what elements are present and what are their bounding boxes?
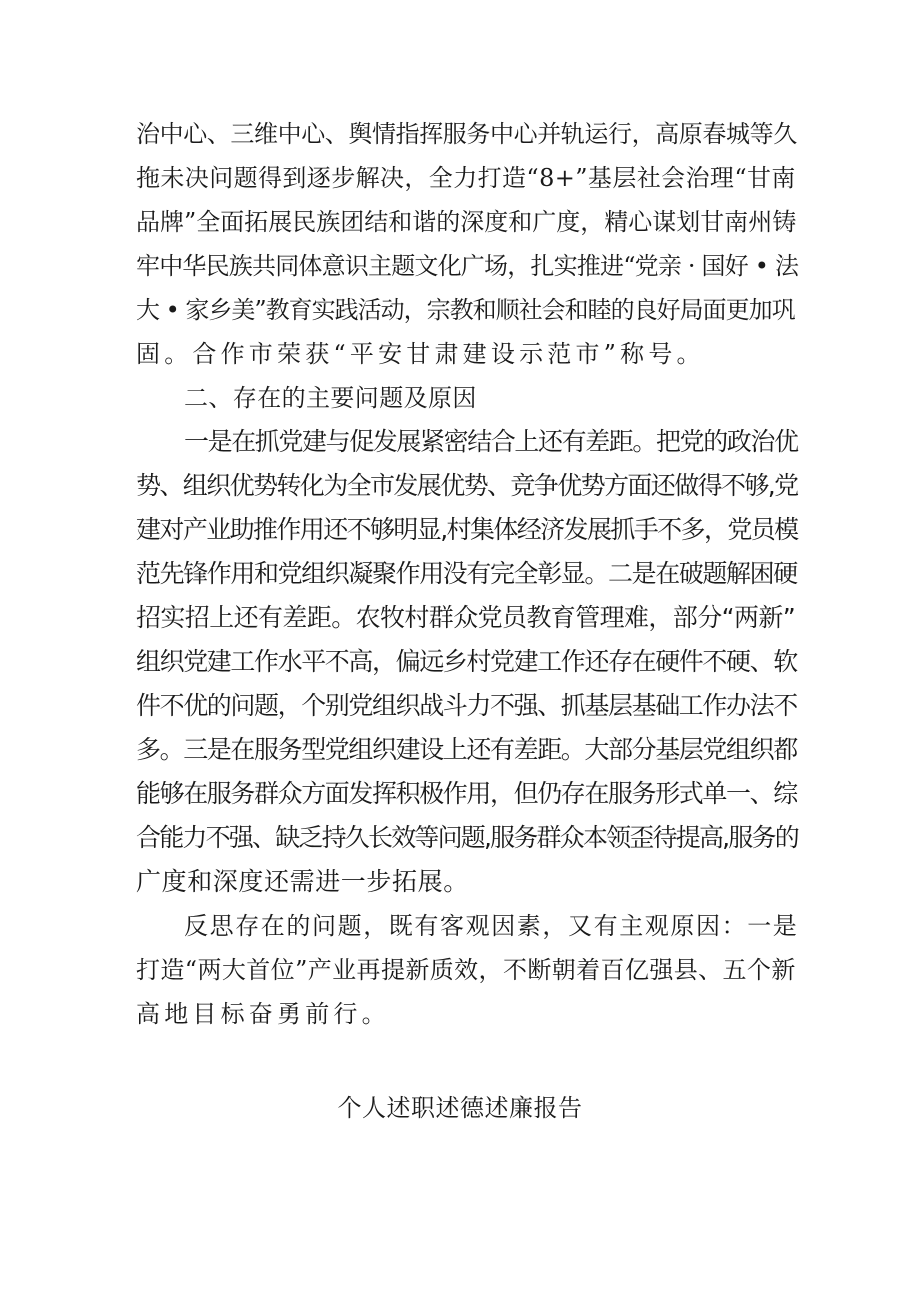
- paragraph-line: 一是在抓党建与促发展紧密结合上还有差距。把党的政治优: [184, 427, 798, 456]
- paragraph-line: 品牌”全面拓展民族团结和谐的深度和广度，精心谋划甘南州铸: [136, 208, 797, 236]
- paragraph-line: 组织党建工作水平不高，偏远乡村党建工作还存在硬件不硬、软: [136, 647, 797, 676]
- paragraph-line: 合能力不强、缺乏持久长效等问题,服务群众本领歪待提高,服务的: [136, 823, 798, 852]
- paragraph-line: 广度和深度还需进一步拓展。: [136, 867, 469, 896]
- report-title: 个人述职述德述廉报告: [337, 1094, 583, 1122]
- paragraph-line: 多。三是在服务型党组织建设上还有差距。大部分基层党组织都: [136, 735, 797, 764]
- paragraph-line: 高地目标奋勇前行。: [136, 1000, 390, 1028]
- paragraph-line: 固。合作市荣获“平安甘肃建设示范市”称号。: [136, 340, 705, 368]
- paragraph-line: 范先锋作用和党组织凝聚作用没有完全彰显。二是在破题解困硬: [136, 559, 797, 588]
- paragraph-line: 势、组织优势转化为全市发展优势、竞争优势方面还做得不够,党: [136, 471, 798, 500]
- paragraph-line: 件不优的问题，个别党组织战斗力不强、抓基层基础工作办法不: [136, 691, 797, 720]
- paragraph-line: 治中心、三维中心、舆情指挥服务中心并轨运行，高原春城等久: [136, 120, 797, 148]
- paragraph-line: 大 • 家乡美”教育实践活动，宗教和顺社会和睦的良好局面更加巩: [136, 296, 795, 324]
- section-heading: 二、存在的主要问题及原因: [184, 384, 477, 412]
- paragraph-line: 打造“两大首位”产业再提新质效，不断朝着百亿强县、五个新: [136, 956, 796, 984]
- paragraph-line: 招实招上还有差距。农牧村群众党员教育管理难，部分“两新”: [136, 603, 796, 632]
- paragraph-line: 反思存在的问题，既有客观因素，又有主观原因：一是: [184, 912, 799, 940]
- paragraph-line: 建对产业助推作用还不够明显,村集体经济发展抓手不多，党员模: [136, 515, 798, 544]
- paragraph-line: 牢中华民族共同体意识主题文化广场，扎实推进“党亲 · 国好 • 法: [136, 252, 799, 280]
- paragraph-line: 能够在服务群众方面发挥积极作用，但仍存在服务形式单一、综: [136, 779, 797, 808]
- paragraph-line: 拖未决问题得到逐步解决，全力打造“8+”基层社会治理“甘南: [136, 164, 796, 192]
